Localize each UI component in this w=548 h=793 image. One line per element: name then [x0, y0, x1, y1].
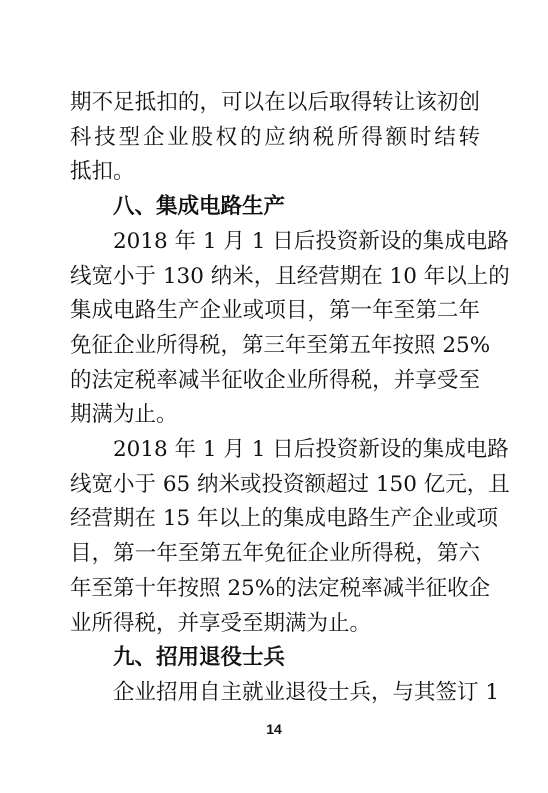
paragraph-2-line-4: 免征企业所得税，第三年至第五年按照 25% — [70, 333, 491, 358]
paragraph-3-line-3: 经营期在 15 年以上的集成电路生产企业或项 — [70, 506, 499, 531]
paragraph-3-line-5: 年至第十年按照 25%的法定税率减半征收企 — [70, 576, 491, 601]
paragraph-4-line-1: 企业招用自主就业退役士兵，与其签订 1 — [113, 680, 500, 705]
paragraph-1-line-2: 科技型企业股权的应纳税所得额时结转 — [70, 125, 480, 150]
paragraph-2-line-3: 集成电路生产企业或项目，第一年至第二年 — [70, 298, 480, 323]
paragraph-3-line-1: 2018 年 1 月 1 日后投资新设的集成电路 — [113, 437, 509, 462]
paragraph-2-line-2: 线宽小于 130 纳米，且经营期在 10 年以上的 — [70, 264, 510, 289]
page-number: 14 — [266, 721, 282, 737]
paragraph-1-line-1: 期不足抵扣的，可以在以后取得转让该初创 — [70, 90, 480, 115]
paragraph-2-line-1: 2018 年 1 月 1 日后投资新设的集成电路 — [113, 229, 509, 254]
section-heading-9: 九、招用退役士兵 — [113, 645, 286, 670]
section-heading-8: 八、集成电路生产 — [113, 194, 286, 219]
paragraph-1-line-3: 抵扣。 — [70, 159, 135, 184]
paragraph-3-line-4: 目，第一年至第五年免征企业所得税，第六 — [70, 541, 480, 566]
paragraph-2-line-6: 期满为止。 — [70, 402, 178, 427]
paragraph-2-line-5: 的法定税率减半征收企业所得税，并享受至 — [70, 368, 480, 393]
paragraph-3-line-2: 线宽小于 65 纳米或投资额超过 150 亿元，且 — [70, 472, 510, 497]
paragraph-3-line-6: 业所得税，并享受至期满为止。 — [70, 611, 372, 636]
